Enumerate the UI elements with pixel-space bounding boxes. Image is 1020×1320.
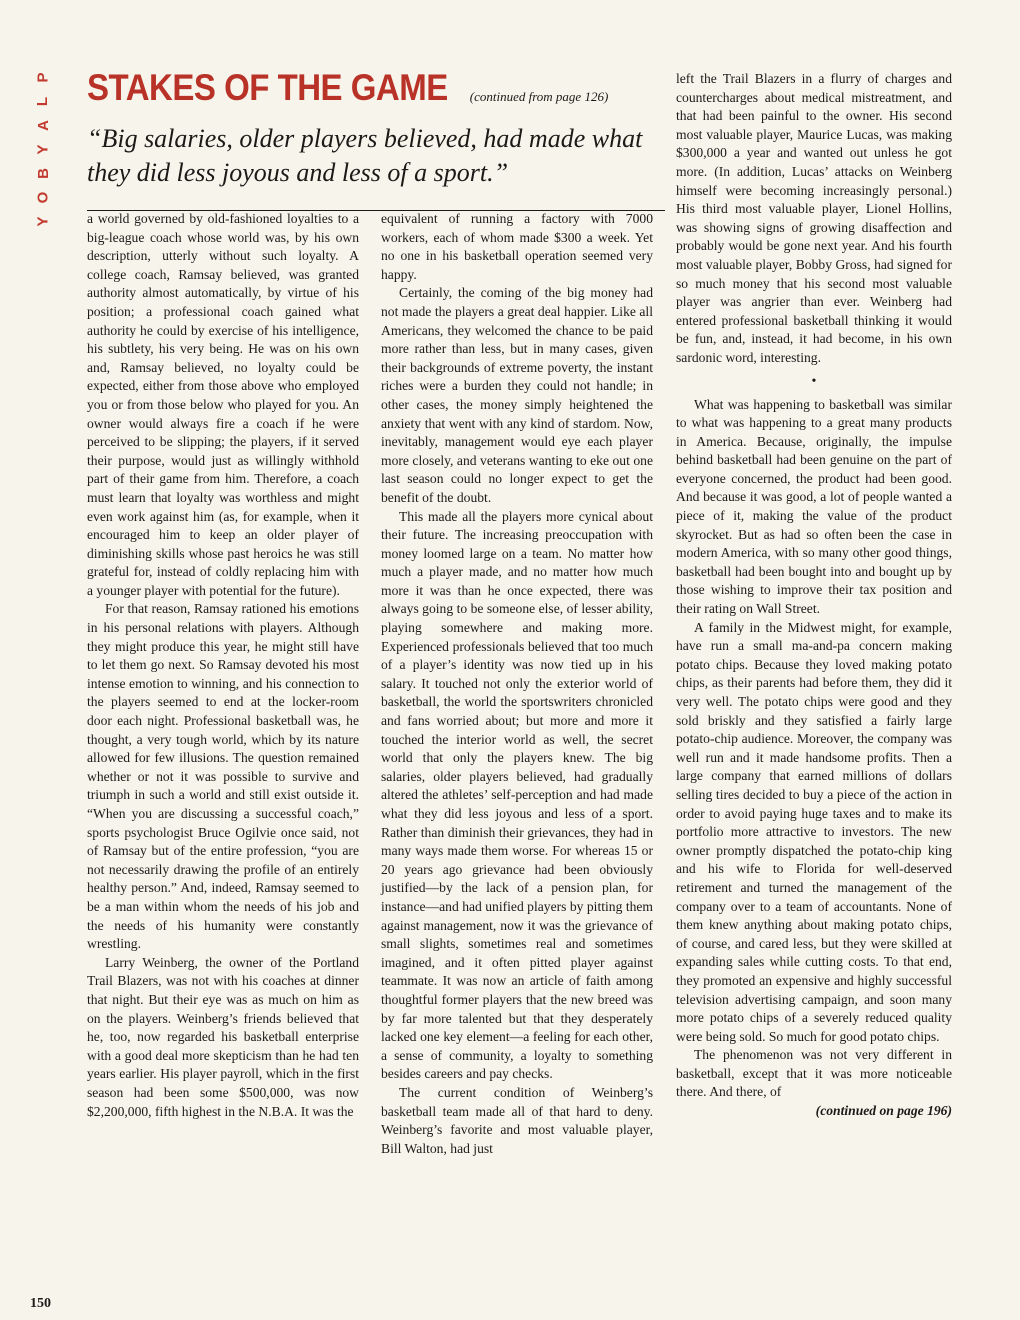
paragraph: Certainly, the coming of the big money had not made the players a great deal happier. Like all Americans, they welcomed the chance to be paid more rather than less, but in many cases, given their backgrounds of extreme poverty, the instant riches were a burden they could not handle; in other cases, the money simply heightened the anxiety that went with any kind of stardom. Now, inevitably, management would eye each player more closely, and veterans wanting to eke out one last season could no longer expect to get the benefit of the doubt. [381,285,653,505]
paragraph: left the Trail Blazers in a flurry of charges and countercharges about medical mistreatment, and that had been painful to the owner. His second most valuable player, Maurice Lucas, was making $300,000 a year and wanted out unless he got more. (In addition, Lucas’ attacks on Weinberg himself were becoming increasingly personal.) His third most valuable player, Lionel Hollins, was showing signs of growing disaffection and probably would be gone next year. And his fourth most valuable player, Bobby Gross, had signed for so much money that his second most valuable player was angrier than ever. Weinberg had entered professional basketball thinking it would be fun, and, instead, it had become, in his own sardonic word, interesting. [676,71,952,365]
logo-letter: Y [34,144,52,155]
paragraph: This made all the players more cynical about their future. The increasing preoccupation with money loomed large on a team. No matter how much a player made, and no matter how much more it was than he once expected, there was always going to be someone else, of lesser ability, playing somewhere and making more. Experienced professionals believed that too much of a player’s identity was now tied up in his salary. It touched not only the exterior world of basketball, the world the sportswriters chronicled and fans worried about; but more and more it touched the interior world as well, the secret world that only the players knew. The big salaries, older players believed, had gradually altered the athletes’ self-perception and had made what they did less joyous and less of a sport. Rather than diminish their grievances, they had in many ways made them worse. For whereas 15 or 20 years ago grievance had been obviously justified—by the lack of a pension plan, for instance—and had unified players by pitting them against management, now it was the grievance of small slights, sometimes real and sometimes imagined, and it often pitted player against teammate. It was now an article of faith among thoughtful former players that the new breed was by far more talented but that they desperately lacked one key element—a feeling for each other, a sense of community, a loyalty to something besides careers and pay checks. [381,508,653,1082]
paragraph: For that reason, Ramsay rationed his emotions in his personal relations with players. Although they might produce this year, he might still have to let them go next. So Ramsay devoted his most intense emotion to winning, and his connection to the players seemed to end at the locker-room door each night. Professional basketball was, he thought, a very tough world, which by its nature allowed for few illusions. The question remained whether or not it was possible to survive and triumph in such a world and still exist outside it. “When you are discussing a successful coach,” sports psychologist Bruce Ogilvie once said, not of Ramsay but of the entire profession, “you are not necessarily drawing the profile of an entirely healthy person.” And, indeed, Ramsay seemed to be a man within whom the needs of his job and the needs of his humanity were constantly wrestling. [87,601,359,952]
logo-letter: P [34,72,52,83]
paragraph: What was happening to basketball was similar to what was happening to a great many products in America. Because, originally, the impulse behind basketball had been genuine on the part of everyone concerned, the product had been good. And because it was good, a lot of people wanted a piece of it, making the value of the product skyrocket. But as had so often been the case in modern America, with so many other good things, basketball had been bought into and bought up by those wishing to improve their tax position and their rating on Wall Street. [676,396,952,617]
paragraph: equivalent of running a factory with 7000 workers, each of whom made $300 a week. Yet no one in his basketball operation seemed very happy. [381,211,653,282]
logo-letter: O [34,191,52,204]
article-header [87,66,665,211]
continued-on-note: (continued on page 196) [815,1103,952,1119]
title-row [87,66,665,110]
paragraph: The phenomenon was not very different in basketball, except that it was more noticeable there. And there, of [676,1047,952,1100]
text-column-1 [87,210,359,1121]
magazine-logo-vertical [30,70,56,229]
text-column-3 [676,70,952,1121]
logo-letter: L [34,96,52,107]
article-title: STAKES OF THE GAME [87,66,448,108]
section-bullet: • [811,373,817,389]
pull-quote: “Big salaries, older players believed, had made what they did less joyous and less of a sport.” [87,122,665,211]
continued-from-note: (continued from page 126) [469,89,609,104]
logo-letter: B [34,168,52,179]
paragraph: a world governed by old-fashioned loyalties to a big-league coach whose world was, by his own description, utterly without such loyalty. A college coach, Ramsay believed, was granted authority almost automatically, by virtue of his position; a professional coach gained what authority he could by exercise of his intelligence, his subtlety, his very being. He was on his own and, Ramsay believed, no loyalty could be expected, either from those above who employed you or from those below who played for you. An owner would always fire a coach if he were perceived to be slipping; the players, if it served their purpose, would just as willingly withhold part of their game from him. Therefore, a coach must learn that loyalty was worthless and might even work against him (as, for example, when it encouraged him to keep an older player of diminishing skills whose past heroics he was still grateful for, instead of coldly replacing him with a younger player with potential for the future). [87,211,359,598]
text-column-2 [381,210,653,1158]
paragraph: The current condition of Weinberg’s basketball team made all of that hard to deny. Weinberg’s favorite and most valuable player, Bill Walton, had just [381,1084,653,1156]
logo-letter: Y [34,216,52,227]
paragraph: Larry Weinberg, the owner of the Portland Trail Blazers, was not with his coaches at dinner that night. But their eye was as much on him as on the players. Weinberg’s friends believed that he, too, now regarded his basketball enterprise with a good deal more skepticism than he had ten years earlier. His player payroll, which in the first season had been some $500,000, was now $2,200,000, fifth highest in the N.B.A. It was the [87,954,359,1119]
paragraph: A family in the Midwest might, for example, have run a small ma-and-pa concern making potato chips. Because they loved making potato chips, as their parents had before them, they did it very well. The potato chips were good and they sold briskly and they satisfied a fairly large potato-chip audience. Moreover, the company was well run and it made handsome profits. Then a large company that earned millions of dollars selling tires decided to buy a piece of the action in order to avoid paying huge taxes and to make its portfolio more attractive to investors. The new owner promptly dispatched the potato-chip king and his wife to Florida for well-deserved retirement and turned the management of the company over to a team of accountants. None of them knew anything about making potato chips, of course, and cared less, but they were skilled at expanding sales while cutting costs. To that end, they promoted an expensive and highly successful television advertising campaign, and soon many more potato chips of a severely reduced quality were being sold. So much for good potato chips. [676,619,952,1044]
logo-letter: A [34,120,52,131]
page-number: 150 [30,1296,51,1311]
